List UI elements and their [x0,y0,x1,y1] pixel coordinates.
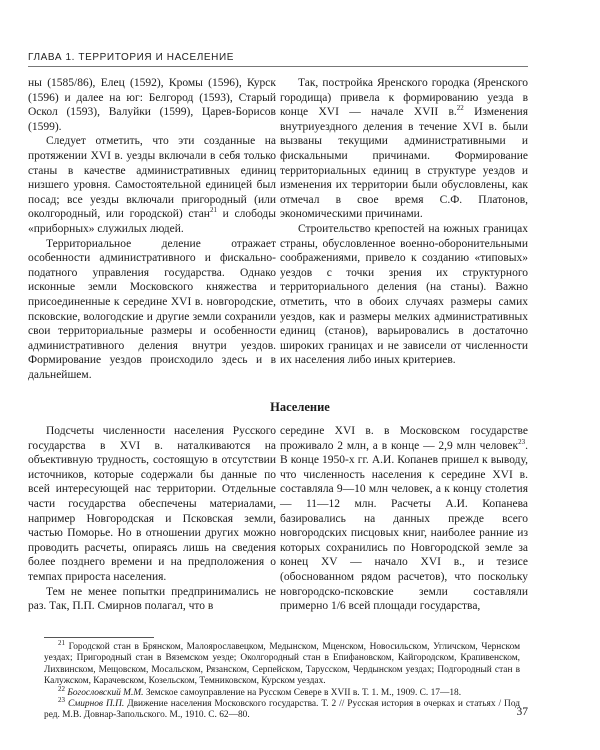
footnote-ref-22[interactable]: 22 [456,104,464,113]
bottom-left-paragraph-1: Подсчеты численности населения Русского государства в XVI в. наталкиваются на объективную трудность, состоящую в отсутствии источников, которые содержали бы данные по всей интересующей нас территории. Отдельные части государства обеспечены материалами, например Новгородская и Псковская земли, частью Поморье. Но в отношении других можно проводить расчеты, опираясь лишь на сведения более позднего времени и на предположения о темпах прироста населения. [28,425,276,583]
footnote-text: Городской стан в Брянском, Малоярославецком, Медынском, Мценском, Новосильском, Угличском, Чернском уездах; Пригородный стан в Вяземском уезде; Околгородный стан в Епифановском, Кайгородском, Крапивенском, Лихвинском, Мещовском, Мосальском, Рязанском, Серпейском, Тарусском, Чердынском уездах; Подгородный стан в Калужском, Карачевском, Козельском, Темниковском, Курском уездах. [44,642,521,687]
paragraph-text: середине XVI в. в Московском государстве проживало 2 млн, а в конце — 2,9 млн человек [280,425,528,452]
footnotes [44,638,521,722]
section-title: Население [270,400,330,414]
paragraph-text: . В конце 1950-х гг. А.И. Копанев пришел к выводу, что численность населения к середине XVI в. составляла 9—10 млн человек, а к концу столетия — 11—12 млн. Расчеты А.И. Копанева базировались на данных прежде всего новгородских писцовых книг, наиболее ранние из которых сохранились по Новгородской земле за конец XV — начало XVI в., и тезисе (обоснованном рядом расчетов), что поскольку новгородско-псковские земли составляли примерно 1/6 всей площади государства, [280,439,528,613]
footnote-divider [44,637,154,638]
footnote-text: Движение населения Московского государства. Т. 2 // Русская история в очерках и статьях / Под ред. М.В. Довнар-Запольского. М., 1910. С. 62—80. [44,699,521,721]
footnote-ref-21[interactable]: 21 [209,206,217,215]
footnote-author: Богословский М.М. [67,687,144,698]
header-divider [28,66,528,67]
paragraph-text: и слободы «приборных» служилых людей. [28,208,276,235]
paragraph-text: Изменения внутриуездного деления в течение XVI в. были вызваны текущими административными и фискальными причинами. Формирование территориальных единиц в структуре уездов и изменения их территории были обусловлены, как отмечал в свое время С.Ф. Платонов, экономическими причинами. [280,106,528,221]
paragraph-text: Так, постройка Яренского городка (Яренского городища) привела к формированию уезда в конце XVI — начале XVII в. [280,77,528,119]
bottom-left-column [28,424,276,614]
top-right-paragraph-2: Строительство крепостей на южных границах страны, обусловленное военно-оборонительными соображениями, привело к созданию «типовых» уездов с точки зрения их структурного территориального деления (на станы). Важно отметить, что в обоих случаях размеры самих уездов, как и размеры мелких административных единиц (станов), варьировались в достаточно широких границах и не зависели от численности их населения либо иных критериев. [280,222,528,367]
top-right-paragraph-1 [280,76,528,222]
top-right-column [280,76,528,368]
footnote-number: 23 [58,695,65,704]
footnote-21 [44,638,521,688]
footnote-text: Земское самоуправление на Русском Севере в XVII в. Т. 1. М., 1909. С. 17—18. [145,687,462,698]
footnote-number: 21 [58,638,65,647]
top-left-paragraph-3: Территориальное деление отражает особенности административного и фискально-податного управления государства. Однако исконные земли Московского княжества и присоединенные к середине XVI в. новгородские, псковские, вологодские и другие земли сохранили свои территориальные размеры и особенности административного деления внутри уездов. Формирование уездов происходило здесь и в дальнейшем. [28,237,276,381]
footnote-22 [44,684,520,699]
footnote-ref-23[interactable]: 23 [518,437,526,446]
bottom-left-paragraph-2: Тем не менее попытки предпринимались не раз. Так, П.П. Смирнов полагал, что в [28,585,276,613]
bottom-right-paragraph-1 [280,424,528,614]
footnote-author: Смирнов П.П. [67,699,125,710]
top-left-column [28,76,276,382]
top-left-paragraph-2 [28,134,276,236]
top-left-paragraph-1: ны (1585/86), Елец (1592), Кромы (1596), Курск (1596) и далее на юг: Белгород (1593), Старый Оскол (1593), Валуйки (1599), Царев-Борисов (1599). [28,77,276,133]
running-head: ГЛАВА 1. ТЕРРИТОРИЯ И НАСЕЛЕНИЕ [28,52,235,63]
footnote-number: 22 [58,684,65,693]
bottom-right-column [280,424,528,614]
page-number: 37 [516,706,528,718]
footnote-23 [44,695,521,722]
paragraph-text: Следует отметить, что эти созданные на протяжении XVI в. уезды включали в себя только станы в качестве административных единиц низшего уровня. Самостоятельной единицей был посад; все уезды включали пригородный (или околгородный, или городской) стан [28,135,276,221]
